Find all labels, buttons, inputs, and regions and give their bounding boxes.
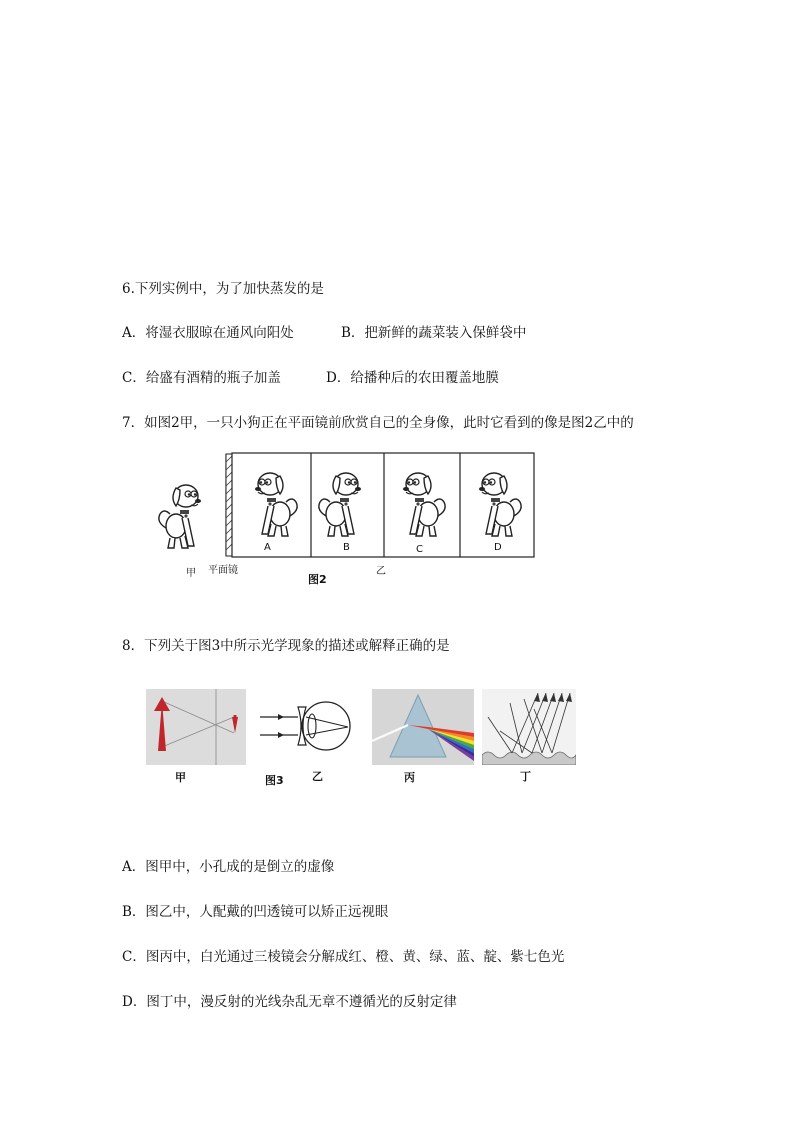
figure-2-yi-label: 乙: [376, 566, 386, 577]
dog-panel-b: [319, 473, 361, 536]
panel-c-label: C: [416, 544, 423, 555]
figure-3-jia-pinhole: [146, 689, 246, 765]
figure-3-bing-label: 丙: [404, 771, 415, 784]
dog-original: [159, 485, 201, 548]
question-6-option-b: B．把新鲜的蔬菜装入保鲜袋中: [341, 325, 527, 341]
question-8-stem: 8．下列关于图3中所示光学现象的描述或解释正确的是: [122, 638, 450, 654]
question-7-stem: 7．如图2甲，一只小狗正在平面镜前欣赏自己的全身像，此时它看到的像是图2乙中的: [122, 415, 634, 431]
dog-panel-c: [403, 473, 445, 536]
figure-2-jia-label: 甲: [186, 568, 196, 579]
panel-d-label: D: [494, 542, 502, 553]
figure-3-yi-label: 乙: [312, 770, 323, 783]
question-8-option-d: D．图丁中，漫反射的光线杂乱无章不遵循光的反射定律: [122, 994, 457, 1010]
figure-3-bing-prism: [372, 689, 474, 765]
question-8-option-b: B．图乙中，人配戴的凹透镜可以矫正远视眼: [122, 904, 389, 920]
figure-3-ding-diffuse: [482, 689, 576, 765]
panel-a-label: A: [264, 542, 271, 553]
figure-3-jia-label: 甲: [175, 771, 186, 784]
question-6-option-d: D．给播种后的农田覆盖地膜: [326, 370, 499, 386]
dog-panel-a: [255, 473, 297, 536]
panel-b-label: B: [343, 542, 350, 553]
dog-panel-d: [479, 473, 521, 536]
question-6-option-a: A．将湿衣服晾在通风向阳处: [122, 325, 294, 341]
question-8-option-c: C．图丙中，白光通过三棱镜会分解成红、橙、黄、绿、蓝、靛、紫七色光: [122, 949, 565, 965]
question-8-option-a: A．图甲中，小孔成的是倒立的虚像: [122, 859, 335, 875]
figure-2-caption: 图2: [308, 573, 327, 586]
figure-3-yi-eye: [258, 697, 354, 757]
question-6-option-c: C．给盛有酒精的瓶子加盖: [122, 370, 281, 386]
mirror-label: 平面镜: [208, 565, 238, 576]
figure-3-ding-label: 丁: [520, 770, 531, 783]
figure-3-caption: 图3: [265, 774, 284, 787]
question-6-stem: 6.下列实例中，为了加快蒸发的是: [122, 281, 324, 297]
